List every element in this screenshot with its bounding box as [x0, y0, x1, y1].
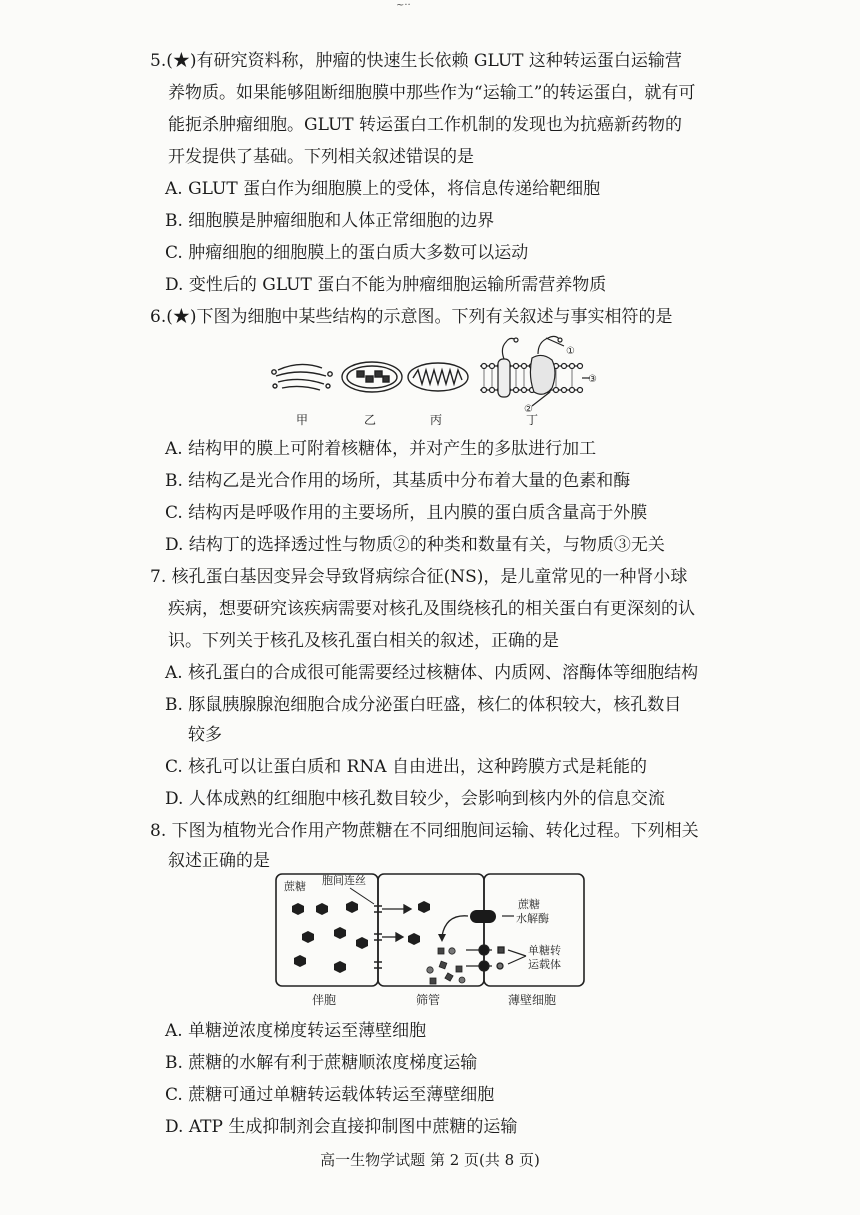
figure-mark-3: ③ — [588, 374, 597, 385]
q8-option-c: C. 蔗糖可通过单糖转运载体转运至薄壁细胞 — [165, 1085, 495, 1105]
q8-stem-line: 8. 下图为植物光合作用产物蔗糖在不同细胞间运输、转化过程。下列相关 — [150, 821, 699, 841]
mitochondrion-structure — [408, 363, 468, 391]
q7-option-b: B. 豚鼠胰腺腺泡细胞合成分泌蛋白旺盛，核仁的体积较大，核孔数目 — [165, 695, 682, 715]
q6-option-c: C. 结构丙是呼吸作用的主要场所，且内膜的蛋白质含量高于外膜 — [165, 503, 648, 523]
q8-option-d: D. ATP 生成抑制剂会直接抑制图中蔗糖的运输 — [165, 1117, 518, 1137]
q5-option-c: C. 肿瘤细胞的细胞膜上的蛋白质大多数可以运动 — [165, 243, 529, 263]
q7-stem-line: 7. 核孔蛋白基因变异会导致肾病综合征(NS)，是儿童常见的一种肾小球 — [150, 567, 688, 587]
q8-stem-line: 叙述正确的是 — [168, 851, 270, 871]
q5-option-a: A. GLUT 蛋白作为细胞膜上的受体，将信息传递给靶细胞 — [165, 179, 601, 199]
label-plasmodesmata: 胞间连丝 — [322, 874, 366, 887]
q7-option-c: C. 核孔可以让蛋白质和 RNA 自由进出，这种跨膜方式是耗能的 — [165, 757, 647, 777]
q7-option-a: A. 核孔蛋白的合成很可能需要经过核糖体、内质网、溶酶体等细胞结构 — [165, 663, 699, 683]
figure-mark-1: ① — [566, 346, 575, 357]
label-companion-cell: 伴胞 — [312, 993, 337, 1007]
page-footer: 高一生物学试题 第 2 页(共 8 页) — [320, 1151, 540, 1169]
header-mark: ~·· — [396, 0, 411, 11]
label-sucrose: 蔗糖 — [284, 880, 306, 893]
q6-organelle-figure — [270, 332, 600, 432]
q7-stem-line: 识。下列关于核孔及核孔蛋白相关的叙述，正确的是 — [168, 631, 559, 651]
q5-stem-line: 开发提供了基础。下列相关叙述错误的是 — [168, 147, 474, 167]
chloroplast-structure — [342, 362, 402, 392]
q6-option-b: B. 结构乙是光合作用的场所，其基质中分布着大量的色素和酶 — [165, 471, 631, 491]
label-transporter-1: 单糖转 — [528, 944, 561, 957]
label-sucrase-2: 水解酶 — [516, 912, 549, 925]
q6-option-d: D. 结构丁的选择透过性与物质②的种类和数量有关，与物质③无关 — [165, 535, 665, 555]
label-transporter-2: 运载体 — [528, 958, 561, 971]
q6-stem: 6.(★)下图为细胞中某些结构的示意图。下列有关叙述与事实相符的是 — [150, 307, 673, 327]
golgi-structure — [272, 364, 332, 390]
figure-label-yi: 乙 — [364, 413, 377, 427]
q5-stem-line: 养物质。如果能够阻断细胞膜中那些作为“运输工”的转运蛋白，就有可 — [168, 83, 696, 103]
q7-option-d: D. 人体成熟的红细胞中核孔数目较少，会影响到核内外的信息交流 — [165, 789, 665, 809]
figure-label-bing: 丙 — [430, 413, 443, 427]
q5-stem-line: 5.(★)有研究资料称，肿瘤的快速生长依赖 GLUT 这种转运蛋白运输营 — [150, 51, 682, 71]
label-parenchyma-cell: 薄壁细胞 — [508, 993, 557, 1007]
sucrase-enzyme — [470, 910, 496, 923]
q8-option-b: B. 蔗糖的水解有利于蔗糖顺浓度梯度运输 — [165, 1053, 478, 1073]
q7-option-b-cont: 较多 — [188, 725, 222, 745]
q6-option-a: A. 结构甲的膜上可附着核糖体，并对产生的多肽进行加工 — [165, 439, 597, 459]
q8-option-a: A. 单糖逆浓度梯度转运至薄壁细胞 — [165, 1021, 427, 1041]
q5-stem-line: 能扼杀肿瘤细胞。GLUT 转运蛋白工作机制的发现也为抗癌新药物的 — [168, 115, 683, 135]
figure-mark-2: ② — [524, 404, 533, 415]
q5-option-d: D. 变性后的 GLUT 蛋白不能为肿瘤细胞运输所需营养物质 — [165, 275, 607, 295]
sucrose-molecules — [292, 901, 430, 973]
label-sieve-tube: 筛管 — [416, 993, 441, 1007]
figure-label-jia: 甲 — [296, 413, 309, 427]
q8-sucrose-transport-figure — [270, 870, 590, 1012]
label-sucrase-1: 蔗糖 — [518, 898, 540, 911]
figure-label-ding: 丁 — [526, 413, 539, 427]
q7-stem-line: 疾病，想要研究该疾病需要对核孔及围绕核孔的相关蛋白有更深刻的认 — [168, 599, 695, 619]
q5-option-b: B. 细胞膜是肿瘤细胞和人体正常细胞的边界 — [165, 211, 495, 231]
